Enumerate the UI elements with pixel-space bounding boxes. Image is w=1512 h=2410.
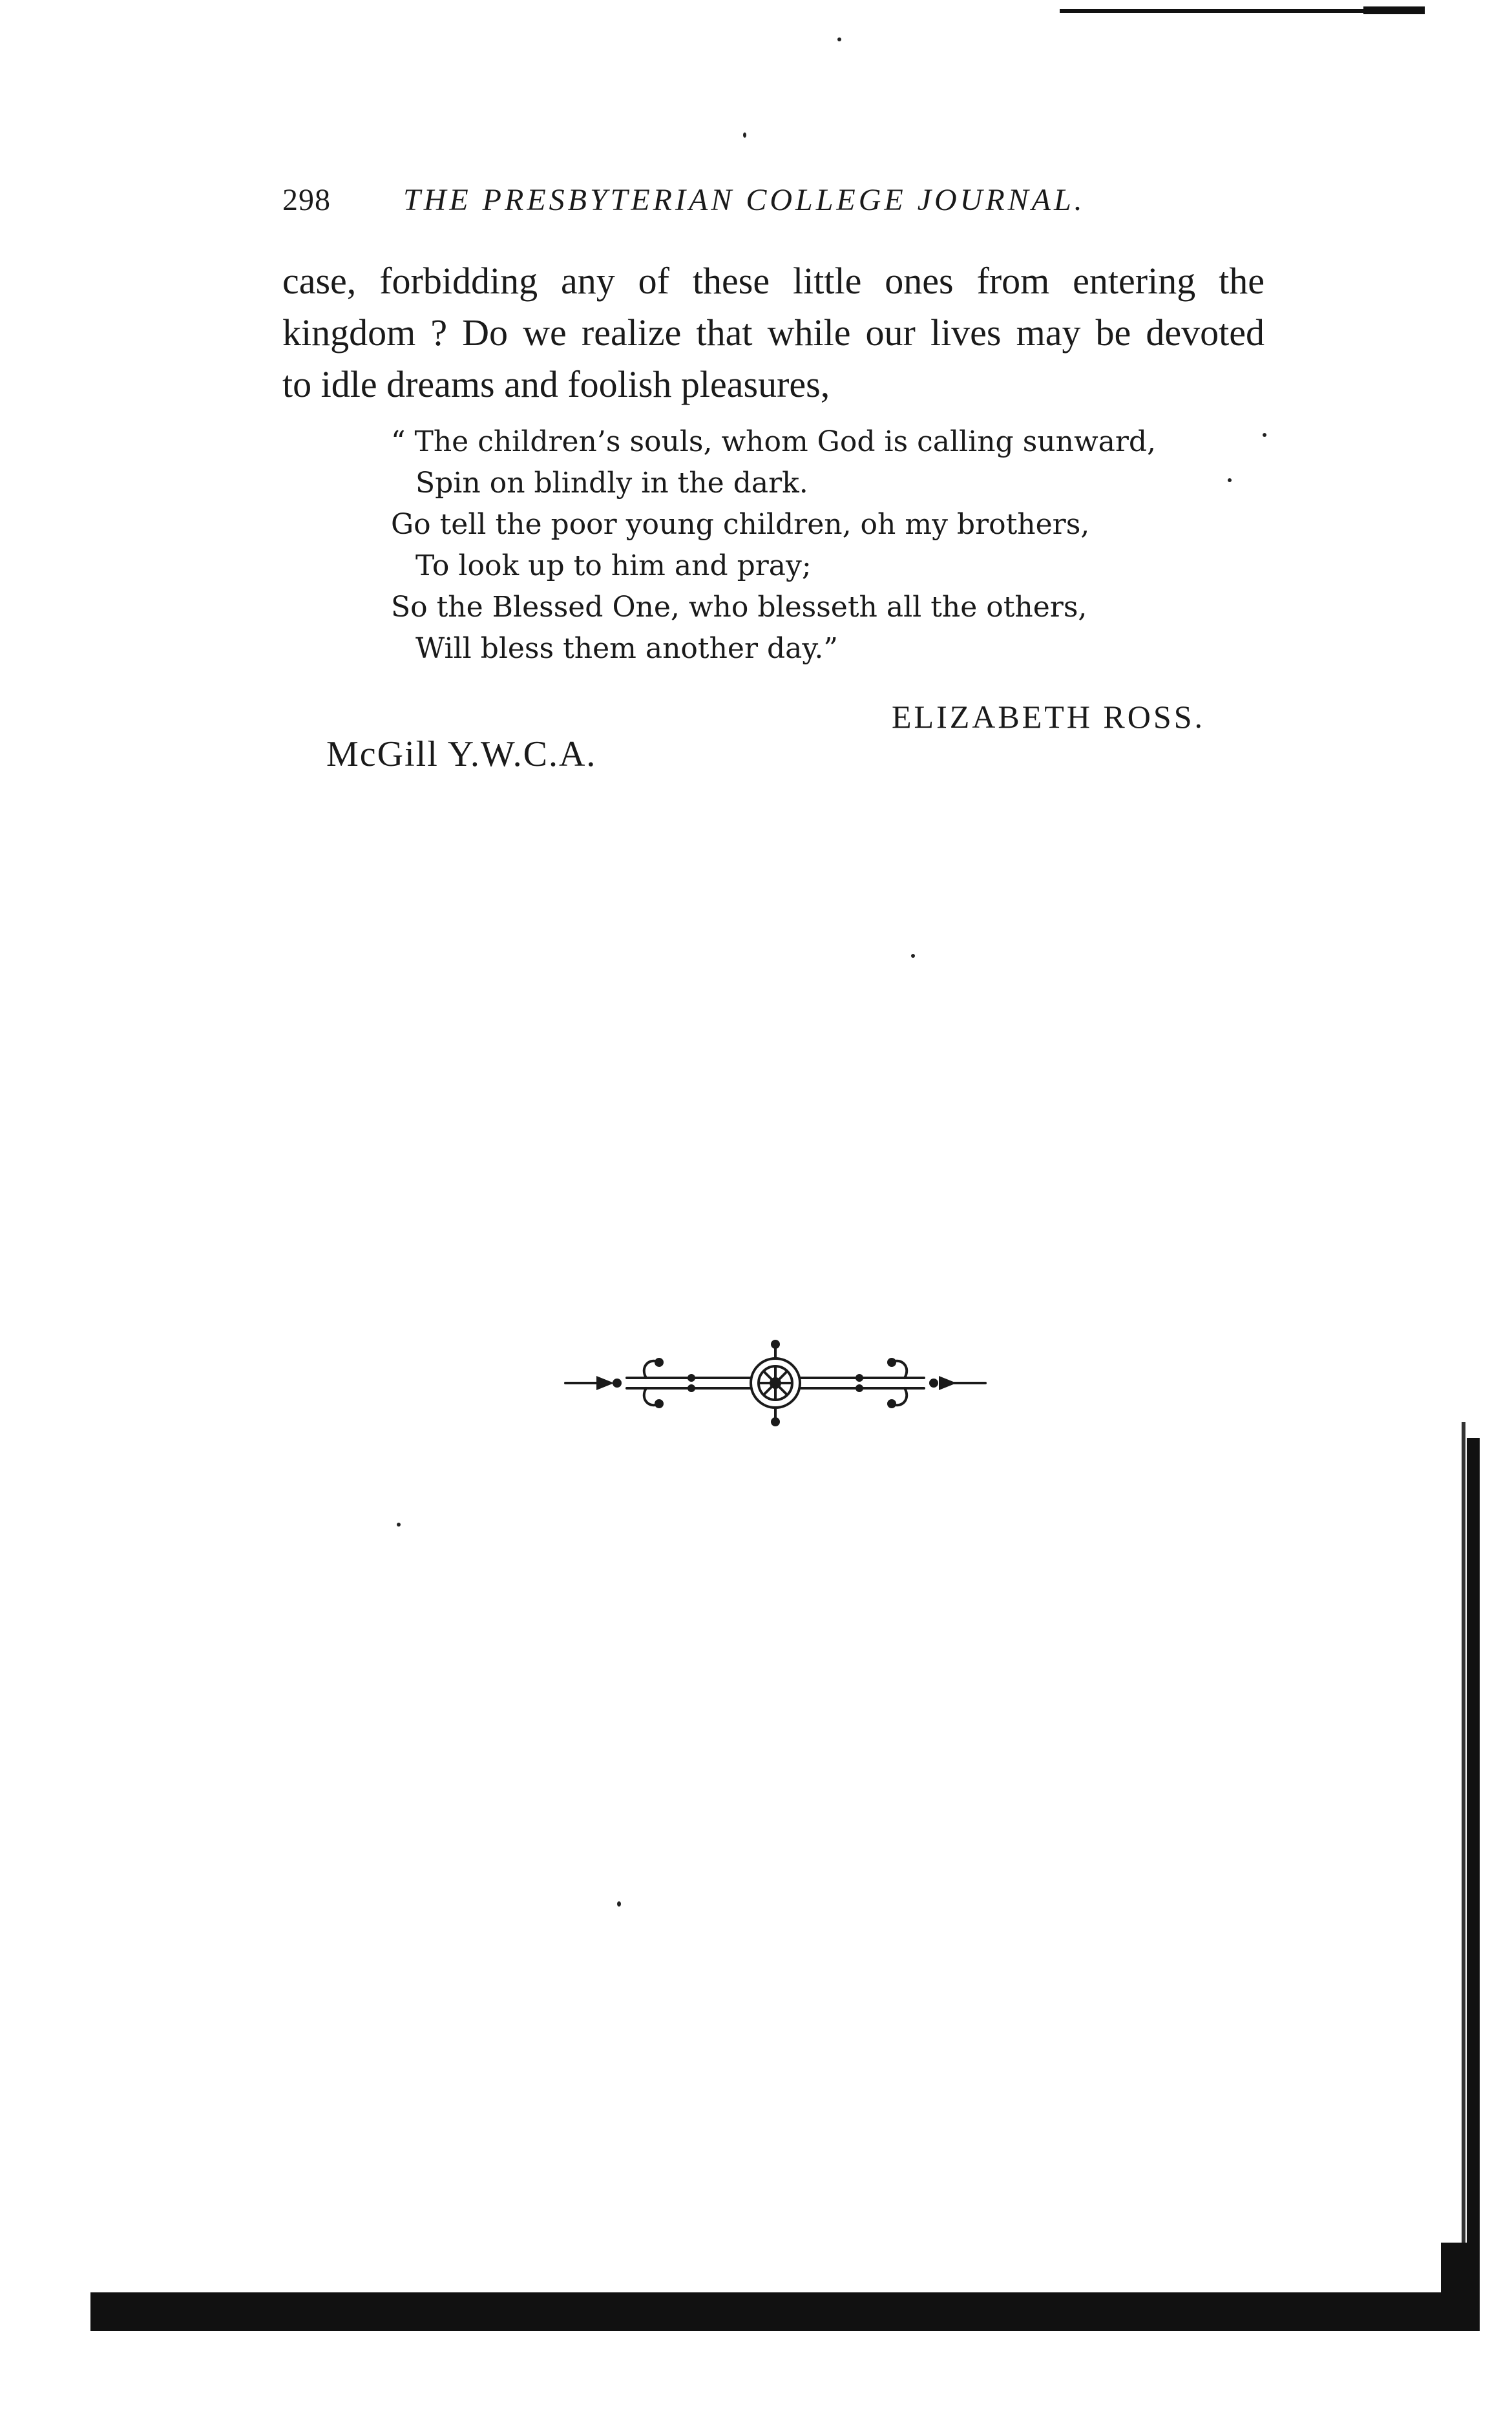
poem-line: “ The children’s souls, whom God is calling sunward, — [391, 425, 1157, 458]
poem-line: Will bless them another day.” — [415, 632, 838, 665]
scroll-flourish-ornament-icon — [562, 1338, 989, 1428]
scan-speck — [397, 1523, 401, 1527]
poem-line: Spin on blindly in the dark. — [415, 467, 808, 500]
scan-speck — [911, 954, 915, 958]
prose-line: case, forbidding any of these little ones from entering the — [282, 260, 1265, 302]
poem-line: Go tell the poor young children, oh my brothers, — [391, 508, 1090, 541]
poem-quotation — [391, 421, 1296, 670]
scan-speck — [743, 132, 746, 138]
running-header — [282, 182, 1252, 218]
poem-line: To look up to him and pray; — [415, 549, 812, 582]
author-affiliation: McGill Y.W.C.A. — [326, 734, 597, 774]
scan-top-rule-thick — [1363, 6, 1425, 14]
prose-line: kingdom ? Do we realize that while our lives may be devoted — [282, 312, 1265, 354]
running-title: THE PRESBYTERIAN COLLEGE JOURNAL. — [403, 183, 1086, 217]
author-signature: ELIZABETH ROSS. — [892, 699, 1205, 735]
page-number: 298 — [282, 183, 331, 217]
scan-bottom-edge — [90, 2292, 1480, 2331]
scan-speck — [837, 37, 841, 41]
poem-line: So the Blessed One, who blesseth all the others, — [391, 591, 1087, 624]
scan-right-edge — [1467, 1438, 1480, 2291]
prose-paragraph — [282, 255, 1265, 410]
prose-line: to idle dreams and foolish pleasures, — [282, 363, 830, 405]
scan-speck — [617, 1901, 621, 1907]
scan-right-edge-thin — [1462, 1422, 1465, 2288]
